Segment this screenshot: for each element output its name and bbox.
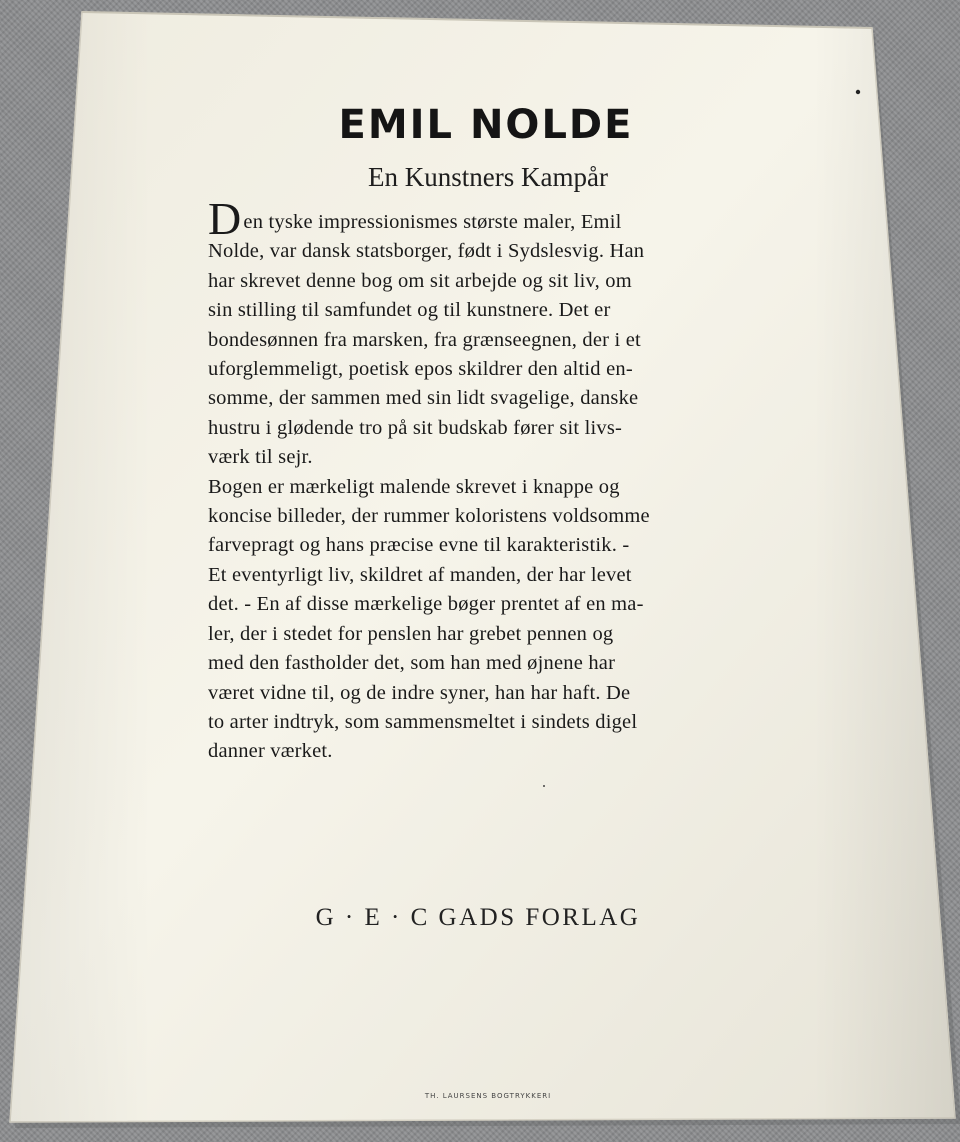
blurb-line: uforglemmeligt, poetisk epos skildrer den altid en- [208, 358, 633, 381]
blurb-line: Den tyske impressionismes største maler, Emil [208, 193, 622, 244]
blurb-line: sin stilling til samfundet og til kunstnere. Det er [208, 299, 611, 322]
blurb-line: koncise billeder, der rummer koloristens voldsomme [208, 505, 650, 528]
blurb-line: med den fastholder det, som han med øjnene har [208, 652, 616, 675]
blurb-line: ler, der i stedet for penslen har grebet pennen og [208, 622, 614, 645]
blurb-line: farvepragt og hans præcise evne til karakteristik. - [208, 534, 630, 557]
blurb-line: Bogen er mærkeligt malende skrevet i knappe og [208, 475, 620, 498]
printer-imprint: TH. LAURSENS BOGTRYKKERI [424, 1092, 552, 1100]
blurb-line: bondesønnen fra marsken, fra grænseegnen, der i et [208, 328, 641, 351]
blurb-line: Nolde, var dansk statsborger, født i Sydslesvig. Han [208, 240, 645, 263]
blurb-line: danner værket. [208, 740, 333, 763]
blurb-line: Et eventyrligt liv, skildret af manden, der har levet [208, 563, 632, 586]
book-subtitle: En Kunstners Kampår [368, 162, 608, 192]
blurb-line: værk til sejr. [208, 446, 313, 469]
blurb-line: somme, der sammen med sin lidt svagelige, danske [208, 387, 639, 410]
blurb-line: været vidne til, og de indre syner, han har haft. De [208, 681, 631, 704]
blurb-line: hustru i glødende tro på sit budskab fører sit livs- [208, 416, 623, 439]
publisher-name: G · E · C GADS FORLAG [315, 904, 641, 931]
book-title: EMIL NOLDE [338, 102, 634, 148]
blurb-line: har skrevet denne bog om sit arbejde og sit liv, om [208, 269, 632, 292]
blurb-line: det. - En af disse mærkelige bøger prentet af en ma- [208, 593, 644, 616]
drop-cap: D [208, 193, 242, 244]
blurb-line: to arter indtryk, som sammensmeltet i sindets digel [208, 710, 638, 733]
blurb-text [208, 193, 778, 767]
